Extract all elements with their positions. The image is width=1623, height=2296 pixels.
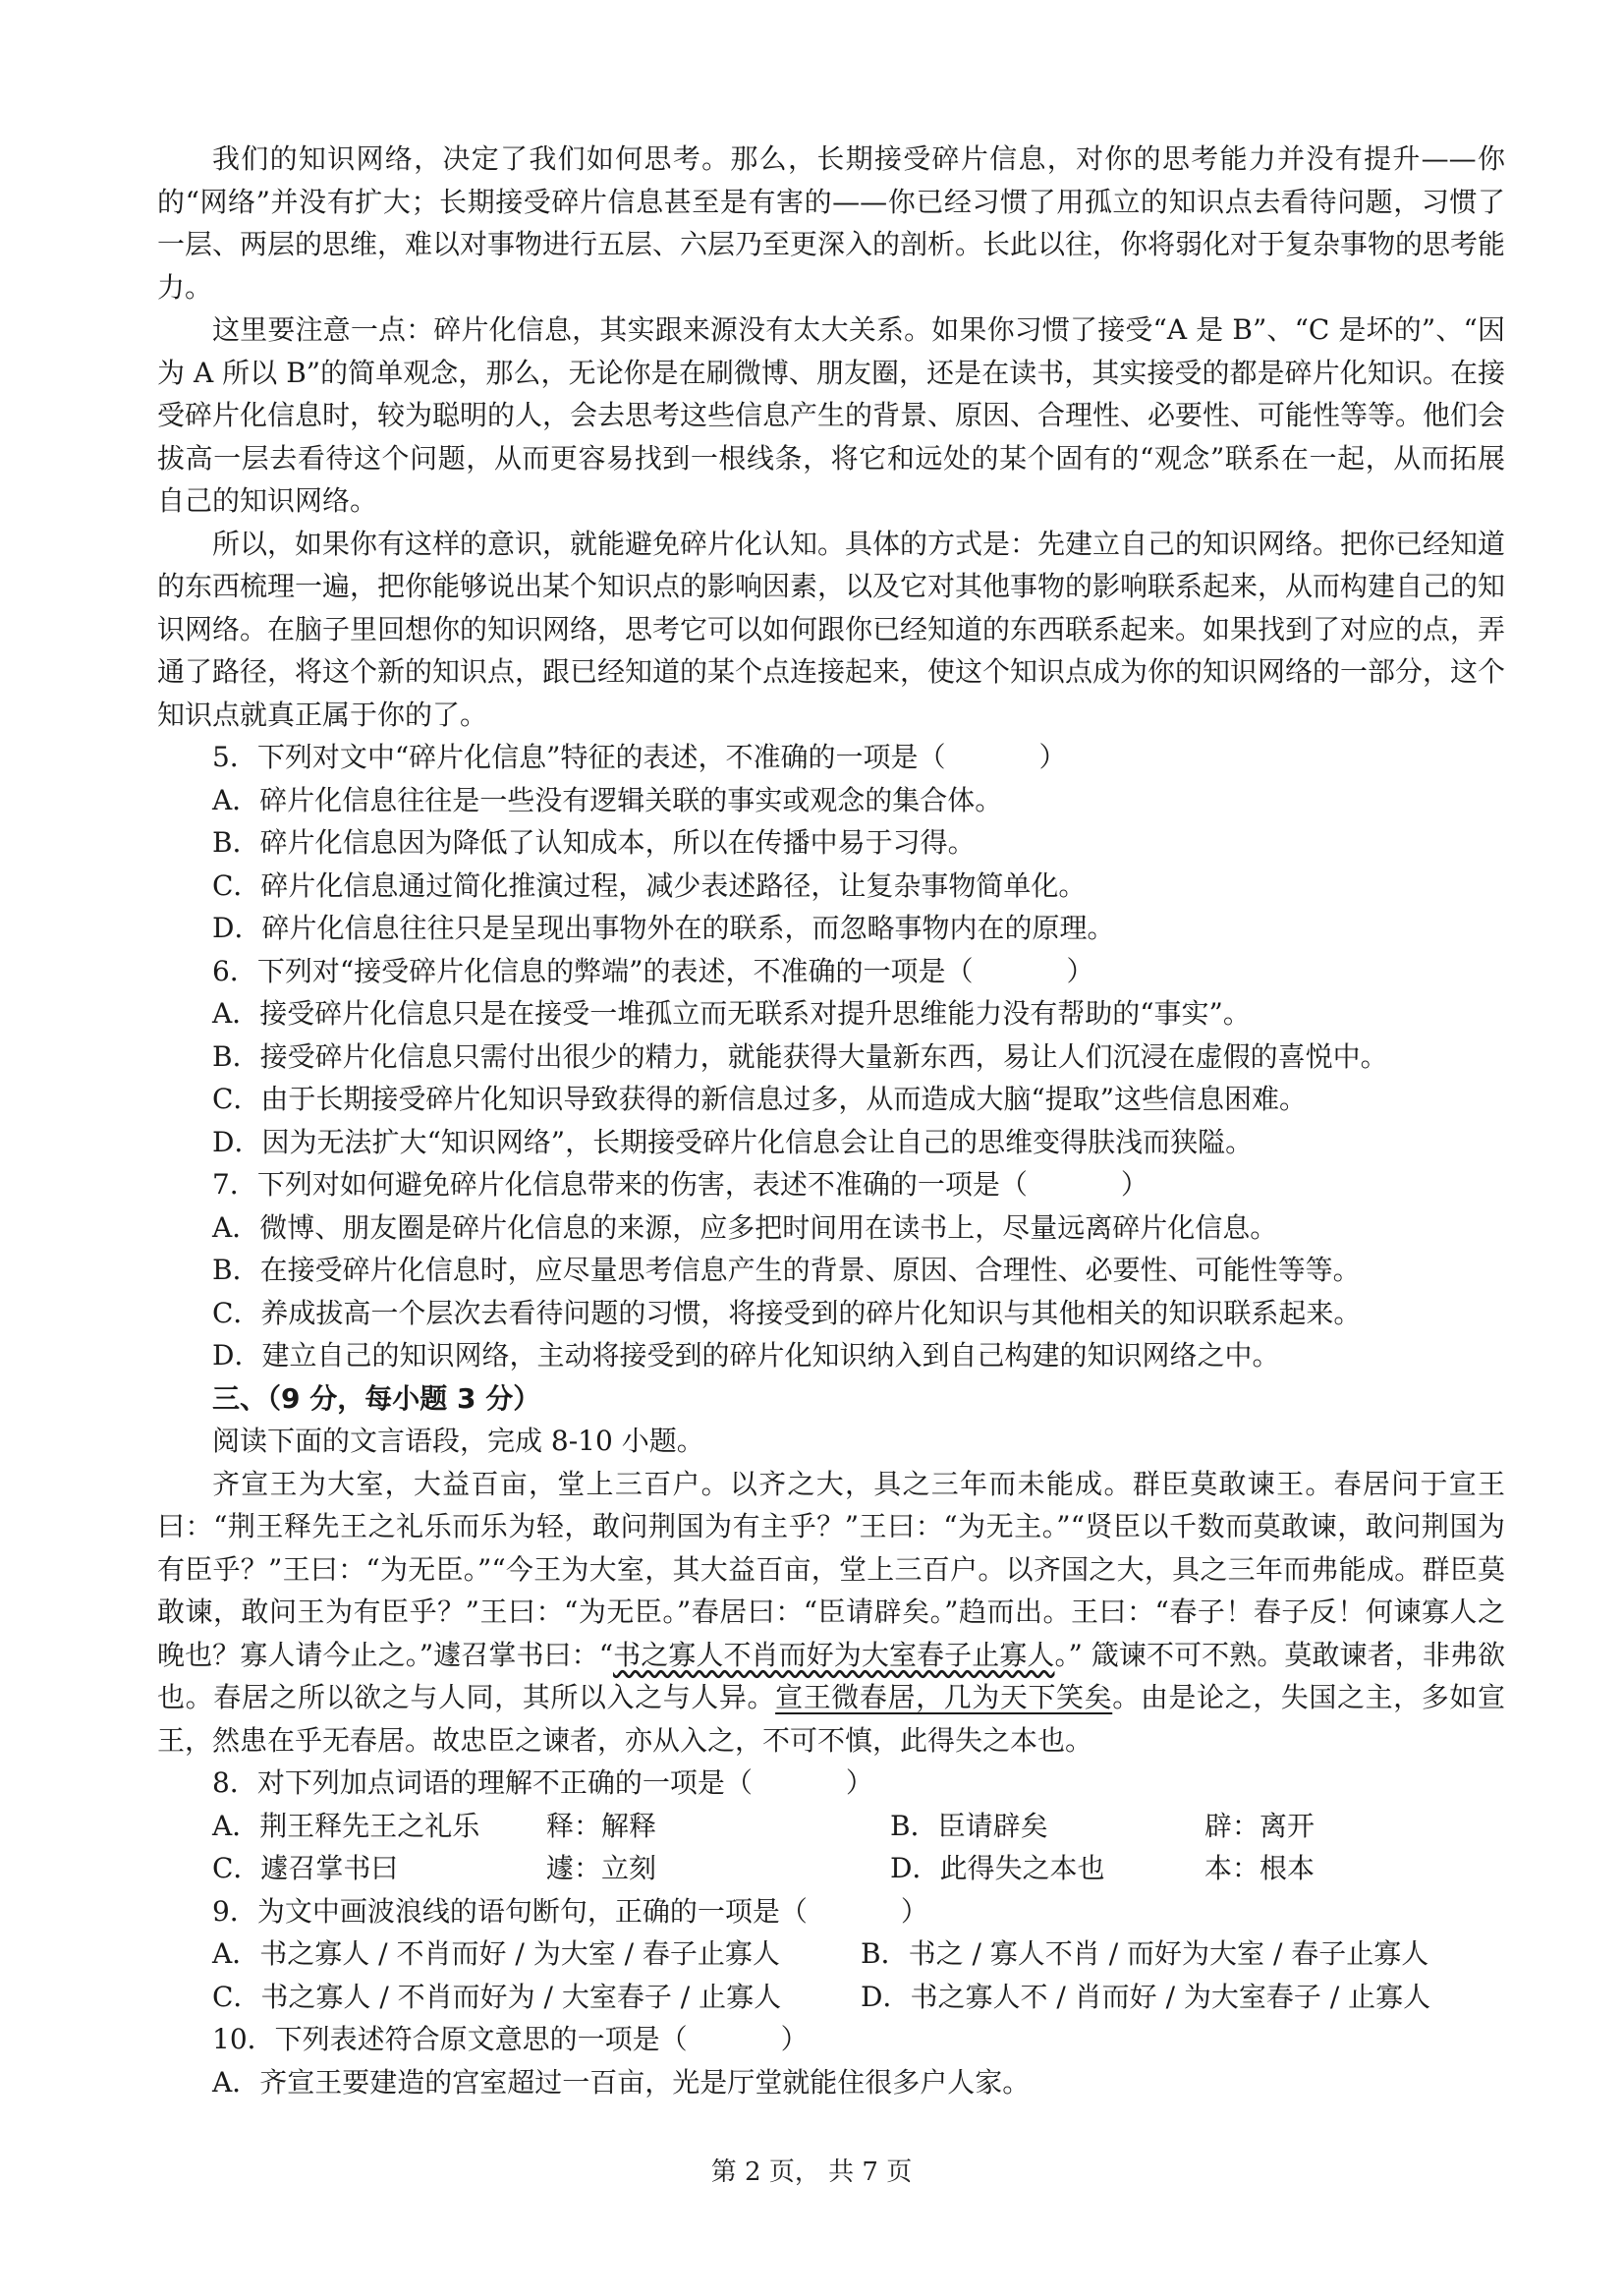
q8-options-row-2 xyxy=(157,1847,1505,1890)
q8-options-row-1 xyxy=(157,1805,1505,1848)
q8-option-c-meaning: 遽：立刻 xyxy=(546,1852,657,1884)
q9-option-b: B．书之 / 寡人不肖 / 而好为大室 / 春子止寡人 xyxy=(861,1937,1429,1970)
underlined-sentence: 宣王微春居，几为天下笑矣 xyxy=(775,1681,1113,1713)
q7-option-b: B．在接受碎片化信息时，应尽量思考信息产生的背景、原因、合理性、必要性、可能性等等。 xyxy=(212,1254,1361,1286)
paragraph-2: 这里要注意一点：碎片化信息，其实跟来源没有太大关系。如果你习惯了接受“A 是 B”、“C 是坏的”、“因为 A 所以 B”的简单观念，那么，无论你是在刷微博、朋友圈，还是在读书，其实接受的都是碎片化知识。在接受碎片化信息时，较为聪明的人，会去思考这些信息产生的背景、原因、合理性、必要性、可能性等等。他们会拔高一层去看待这个问题，从而更容易找到一根线条，将它和远处的某个固有的“观念”联系在一起，从而拓展自己的知识网络。 xyxy=(157,313,1506,517)
q5-option-d: D．碎片化信息往往只是呈现出事物外在的联系，而忽略事物内在的原理。 xyxy=(212,912,1115,944)
wavy-underlined-sentence: 书之寡人不肖而好为大室春子止寡人 xyxy=(613,1638,1055,1671)
q8-option-a: A．荆王释先王之礼乐 xyxy=(212,1809,480,1842)
q9-options-row-1 xyxy=(157,1932,1505,1976)
q7-option-a: A．微博、朋友圈是碎片化信息的来源，应多把时间用在读书上，尽量远离碎片化信息。 xyxy=(212,1210,1278,1244)
question-8-stem: 8．对下列加点词语的理解不正确的一项是（ ） xyxy=(212,1766,873,1799)
q8-option-b-meaning: 辟：离开 xyxy=(1204,1809,1315,1842)
q6-option-a: A．接受碎片化信息只是在接受一堆孤立而无联系对提升思维能力没有帮助的“事实”。 xyxy=(212,997,1251,1030)
question-10-stem: 10．下列表述符合原文意思的一项是（ ） xyxy=(212,2023,809,2055)
q9-option-a: A．书之寡人 / 不肖而好 / 为大室 / 春子止寡人 xyxy=(212,1937,780,1970)
q6-option-b: B．接受碎片化信息只需付出很少的精力，就能获得大量新东西，易让人们沉浸在虚假的喜悦中。 xyxy=(212,1039,1388,1073)
q5-option-b: B．碎片化信息因为降低了认知成本，所以在传播中易于习得。 xyxy=(212,826,976,859)
q8-option-c: C．遽召掌书曰 xyxy=(212,1852,399,1884)
q8-option-a-meaning: 释：解释 xyxy=(546,1809,657,1842)
question-5-stem: 5．下列对文中“碎片化信息”特征的表述，不准确的一项是（ ） xyxy=(212,741,1067,773)
question-7-stem: 7．下列对如何避免碎片化信息带来的伤害，表述不准确的一项是（ ） xyxy=(212,1168,1148,1201)
q5-option-a: A．碎片化信息往往是一些没有逻辑关联的事实或观念的集合体。 xyxy=(212,783,1003,816)
question-9-stem: 9．为文中画波浪线的语句断句，正确的一项是（ ） xyxy=(212,1894,928,1928)
classical-passage: 齐宣王为大室，大益百亩，堂上三百户。以齐之大，具之三年而未能成。群臣莫敢谏王。春居问于宣王曰：“荆王释先王之礼乐而乐为轻，敢问荆国为有主乎？”王曰：“为无主。”“贤臣以千数而莫敢谏，敢问荆国为有臣乎？”王曰：“为无臣。”“今王为大室，其大益百亩，堂上三百户。以齐国之大，具之三年而弗能成。群臣莫敢谏，敢问王为有臣乎？”王曰：“为无臣。”春居曰：“臣请辟矣。”趋而出。王曰：“春子！春子反！何谏寡人之晚也？寡人请今止之。”遽召掌书曰：“书之寡人不肖而好为大室春子止寡人。” 箴谏不可不熟。莫敢谏者，非弗欲也。春居之所以欲之与人同，其所以入之与人异。宣王微春居，几为天下笑矣。由是论之，失国之主，多如宣王，然患在乎无春居。故忠臣之谏者，亦从入之，不可不慎，此得失之本也。 xyxy=(157,1467,1505,1757)
page-footer: 第 2 页， 共 7 页 xyxy=(710,2157,913,2187)
q8-option-b: B．臣请辟矣 xyxy=(890,1809,1048,1842)
q6-option-c: C．由于长期接受碎片化知识导致获得的新信息过多，从而造成大脑“提取”这些信息困难。 xyxy=(212,1083,1308,1115)
q8-option-d: D．此得失之本也 xyxy=(890,1852,1105,1884)
q8-option-d-meaning: 本：根本 xyxy=(1204,1852,1315,1884)
q9-options-row-2 xyxy=(157,1976,1505,2019)
section-3-heading: 三、（9 分，每小题 3 分） xyxy=(212,1381,541,1415)
q7-option-c: C．养成拔高一个层次去看待问题的习惯，将接受到的碎片化知识与其他相关的知识联系起来。 xyxy=(212,1296,1362,1329)
question-6-stem: 6．下列对“接受碎片化信息的弊端”的表述，不准确的一项是（ ） xyxy=(212,954,1094,987)
q6-option-d: D．因为无法扩大“知识网络”，长期接受碎片化信息会让自己的思维变得肤浅而狭隘。 xyxy=(212,1125,1254,1158)
q9-option-d: D．书之寡人不 / 肖而好 / 为大室春子 / 止寡人 xyxy=(861,1980,1431,2013)
paragraph-1: 我们的知识网络，决定了我们如何思考。那么，长期接受碎片信息，对你的思考能力并没有提升——你的“网络”并没有扩大；长期接受碎片信息甚至是有害的——你已经习惯了用孤立的知识点去看待问题，习惯了一层、两层的思维，难以对事物进行五层、六层乃至更深入的剖析。长此以往，你将弱化对于复杂事物的思考能力。 xyxy=(157,142,1506,304)
page-content xyxy=(157,138,1505,2103)
q5-option-c: C．碎片化信息通过简化推演过程，减少表述路径，让复杂事物简单化。 xyxy=(212,868,1087,902)
paragraph-3: 所以，如果你有这样的意识，就能避免碎片化认知。具体的方式是：先建立自己的知识网络。把你已经知道的东西梳理一遍，把你能够说出某个知识点的影响因素，以及它对其他事物的影响联系起来，从而构建自己的知识网络。在脑子里回想你的知识网络，思考它可以如何跟你已经知道的东西联系起来。如果找到了对应的点，弄通了路径，将这个新的知识点，跟已经知道的某个点连接起来，使这个知识点成为你的知识网络的一部分，这个知识点就真正属于你的了。 xyxy=(157,527,1506,731)
q7-option-d: D．建立自己的知识网络，主动将接受到的碎片化知识纳入到自己构建的知识网络之中。 xyxy=(212,1339,1280,1372)
q9-option-c: C．书之寡人 / 不肖而好为 / 大室春子 / 止寡人 xyxy=(212,1980,782,2013)
q10-option-a: A．齐宣王要建造的宫室超过一百亩，光是厅堂就能住很多户人家。 xyxy=(212,2065,1031,2099)
section-3-intro: 阅读下面的文言语段，完成 8-10 小题。 xyxy=(212,1425,704,1457)
